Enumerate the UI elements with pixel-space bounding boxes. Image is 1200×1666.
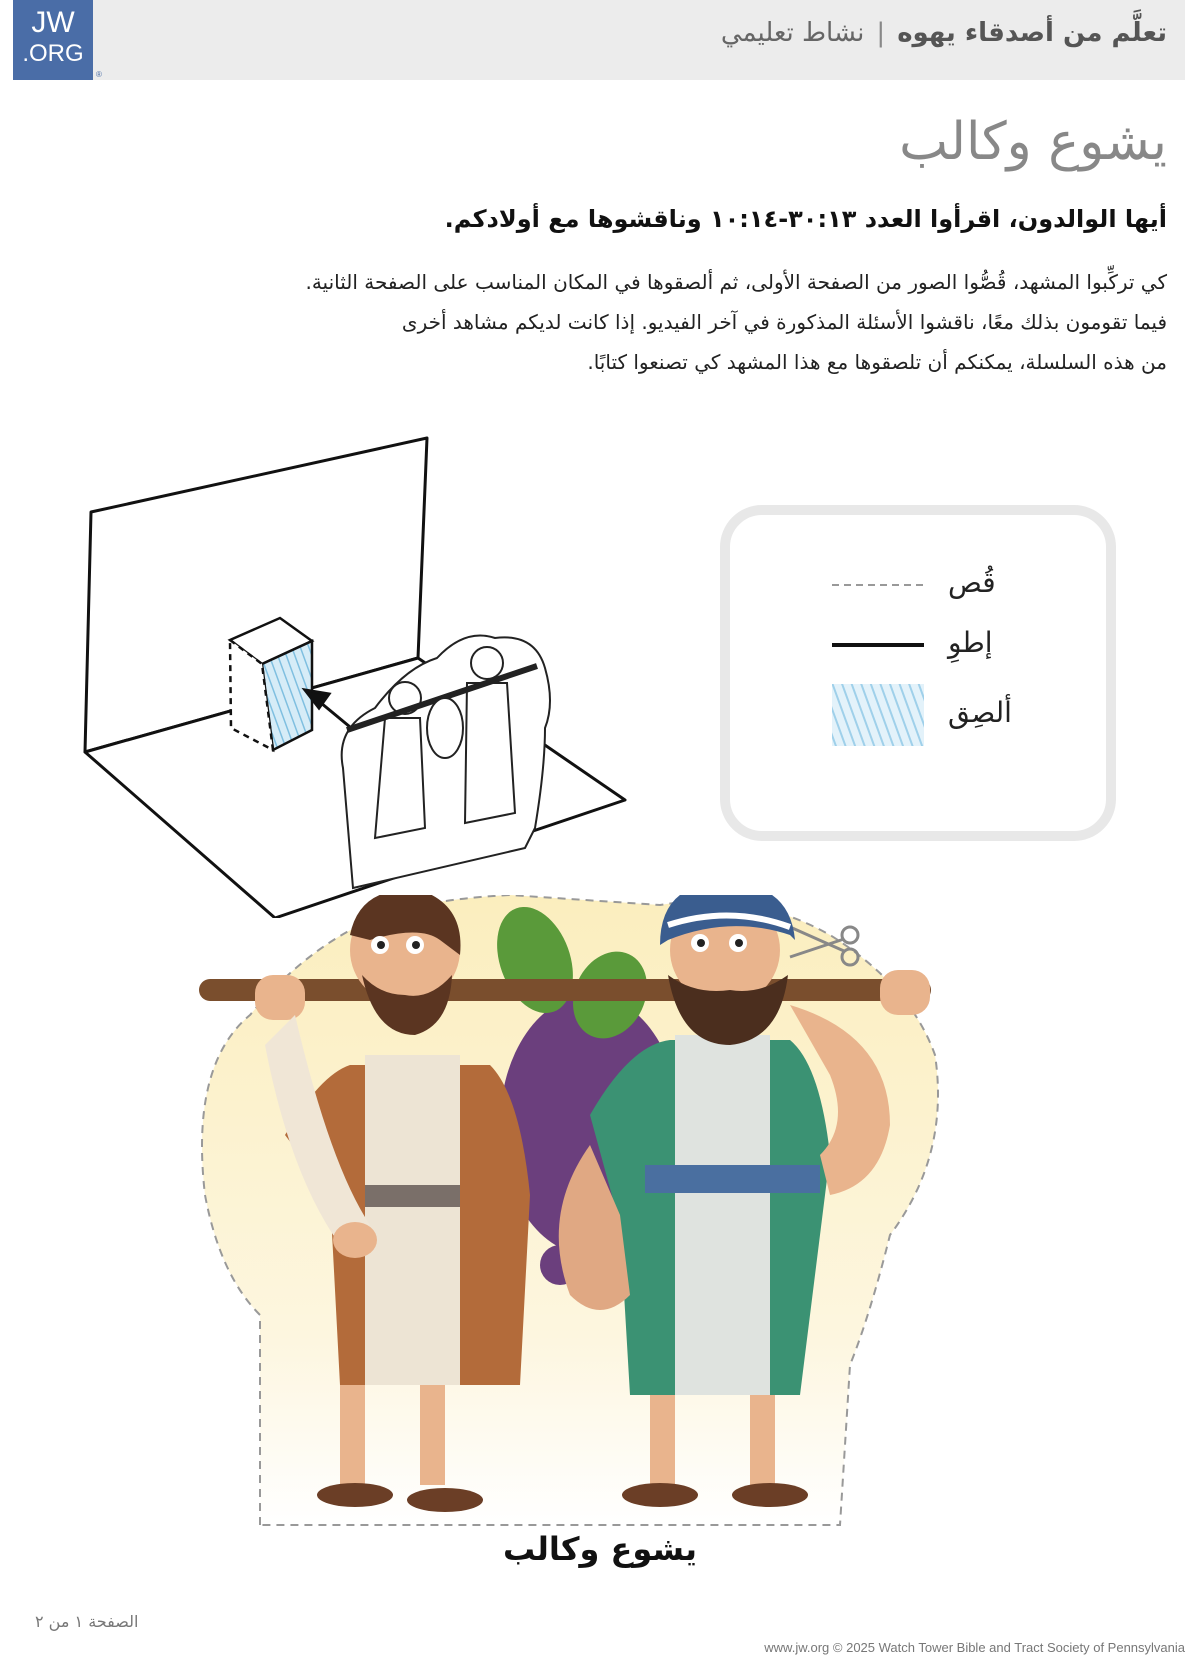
page-title: يشوع وكالب xyxy=(899,112,1167,172)
header-separator: | xyxy=(876,18,886,48)
legend-glue-label: ألصِق xyxy=(948,696,1012,729)
glue-area-sample xyxy=(830,680,926,750)
parents-instruction: أيها الوالدون، اقرأوا العدد ١٣:‏٣٠-‏١٤:‏١٠ وناقشوها مع أولادكم. xyxy=(444,205,1167,233)
legend-fold-label: إطوِ xyxy=(948,626,993,659)
logo-line-2: .ORG xyxy=(22,40,84,67)
series-name: تعلَّم من أصدقاء يهوه xyxy=(897,18,1167,48)
instructions-paragraph xyxy=(187,262,1167,382)
legend-box xyxy=(720,505,1116,841)
assembly-diagram xyxy=(75,428,635,918)
instruction-line-3: من هذه السلسلة، يمكنكم أن تلصقوها مع هذا المشهد كي تصنعوا كتابًا. xyxy=(587,350,1167,374)
legend-glue xyxy=(730,680,1106,750)
stand-box xyxy=(230,618,312,750)
legend-fold xyxy=(730,610,1106,680)
legend-cut-label: قُص xyxy=(948,566,996,599)
page-number: الصفحة ١ من ٢ xyxy=(35,1612,139,1631)
copyright-notice[interactable]: www.jw.org © 2025 Watch Tower Bible and Tract Society of Pennsylvania xyxy=(764,1640,1185,1655)
figure-caption: يشوع وكالب xyxy=(502,1530,698,1568)
header-series-text xyxy=(721,18,1167,48)
instruction-line-2: فيما تقومون بذلك معًا، ناقشوا الأسئلة المذكورة في آخر الفيديو. إذا كانت لديكم مشاهد أخرى xyxy=(401,310,1167,334)
activity-type: نشاط تعليمي xyxy=(720,18,865,48)
jw-org-logo[interactable] xyxy=(13,0,93,80)
instruction-line-1: كي تركِّبوا المشهد، قُصُّوا الصور من الصفحة الأولى، ثم ألصقوها في المكان المناسب على الصفحة الثانية. xyxy=(305,270,1167,294)
joshua-caleb-cutout xyxy=(190,895,1020,1535)
logo-line-1: JW xyxy=(31,6,75,39)
registered-mark: ® xyxy=(96,70,102,79)
solid-line-sample xyxy=(830,610,926,680)
